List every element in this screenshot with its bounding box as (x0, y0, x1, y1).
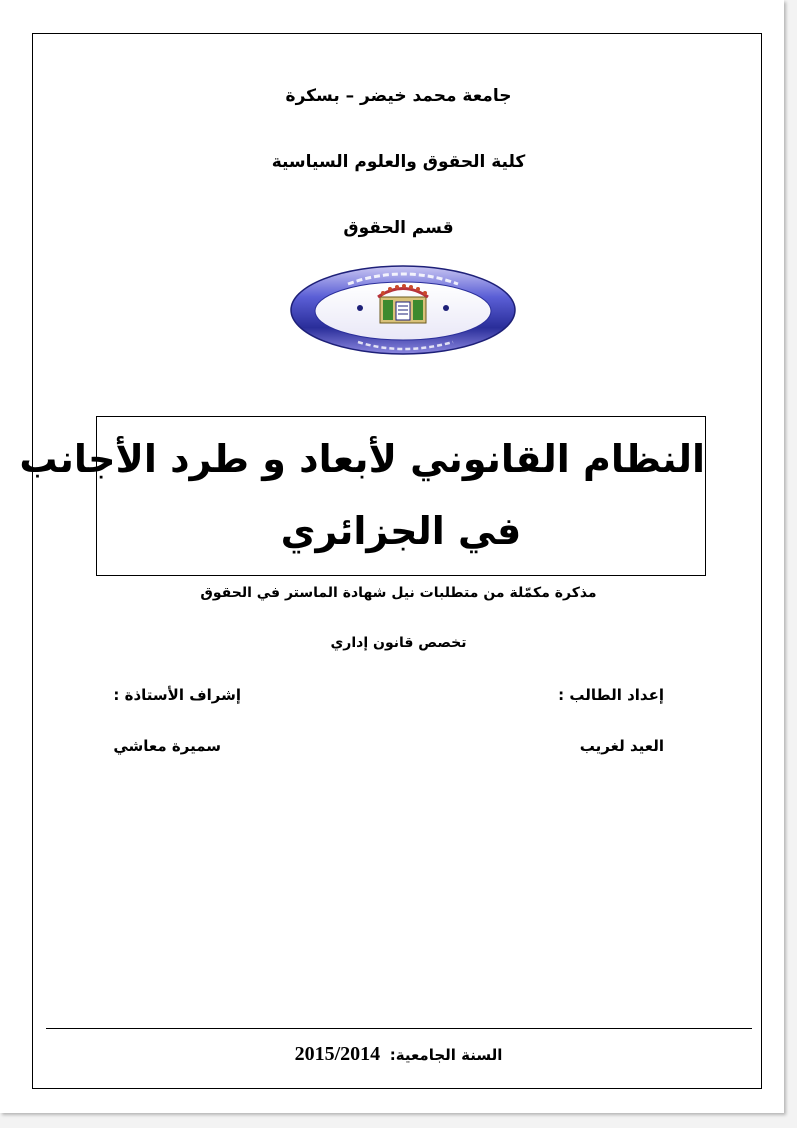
academic-year-label: السنة الجامعية: (389, 1046, 503, 1064)
faculty-name: كلية الحقوق والعلوم السياسية (271, 152, 526, 172)
memo-description: مذكرة مكمّلة من متطلبات نيل شهادة الماستر في الحقوق (200, 585, 597, 601)
thesis-title-box (19, 416, 706, 576)
academic-year (0, 1043, 797, 1066)
supervisor-name: سميرة معاشي (113, 737, 221, 755)
specialization: تخصص قانون إداري (330, 635, 467, 651)
prepared-by-label: إعداد الطالب : (558, 686, 664, 704)
footer-divider (46, 1028, 752, 1029)
department-name: قسم الحقوق (343, 218, 454, 238)
academic-year-value: 2015/2014 (294, 1043, 381, 1065)
thesis-title-line-2: في الجزائري (280, 509, 522, 553)
university-name: جامعة محمد خيضر – بسكرة (285, 86, 512, 106)
supervised-by-label: إشراف الأستاذة : (113, 686, 241, 704)
university-seal-icon (288, 262, 518, 358)
thesis-title-line-1: النظام القانوني لأبعاد و طرد الأجانب (19, 437, 705, 481)
student-name: العيد لغريب (579, 737, 664, 755)
